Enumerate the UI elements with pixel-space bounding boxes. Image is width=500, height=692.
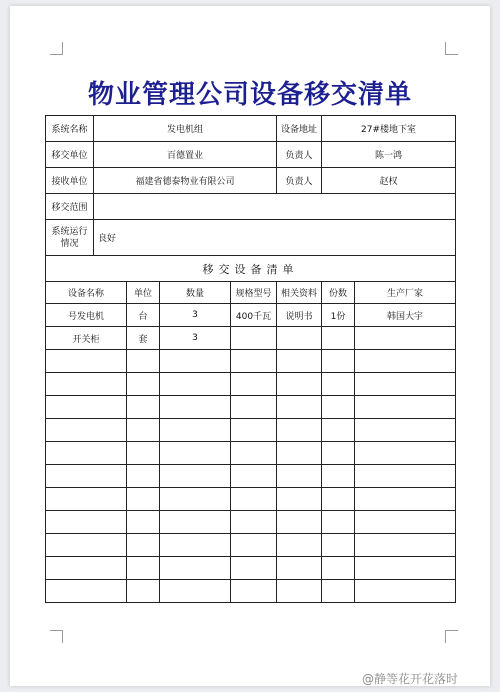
cell-manufacturer xyxy=(355,488,456,511)
receiver-label: 接收单位 xyxy=(46,168,94,194)
cell-model xyxy=(231,580,277,603)
cell-model xyxy=(231,465,277,488)
cell-unit xyxy=(127,557,160,580)
cell-unit xyxy=(127,419,160,442)
crop-mark-bottom-right xyxy=(445,630,458,643)
col-header-quantity: 数量 xyxy=(160,282,231,304)
watermark: @静等花开花落时 xyxy=(362,672,459,686)
cell-device-name xyxy=(46,350,127,373)
cell-quantity xyxy=(160,442,231,465)
table-row xyxy=(46,373,456,396)
cell-copies xyxy=(322,580,355,603)
cell-unit xyxy=(127,373,160,396)
cell-device-name: 开关柜 xyxy=(46,327,127,350)
cell-documents xyxy=(277,442,322,465)
section-title: 移交设备清单 xyxy=(46,256,456,282)
cell-documents xyxy=(277,419,322,442)
handover-unit-value: 百德置业 xyxy=(94,142,277,168)
table-row xyxy=(46,580,456,603)
cell-documents xyxy=(277,350,322,373)
cell-manufacturer xyxy=(355,557,456,580)
cell-documents xyxy=(277,488,322,511)
cell-model xyxy=(231,327,277,350)
person1-value: 陈一鸿 xyxy=(322,142,456,168)
cell-manufacturer xyxy=(355,442,456,465)
cell-device-name xyxy=(46,373,127,396)
cell-copies xyxy=(322,511,355,534)
cell-documents xyxy=(277,373,322,396)
table-row xyxy=(46,327,456,350)
table-row xyxy=(46,465,456,488)
cell-quantity xyxy=(160,488,231,511)
person2-label: 负责人 xyxy=(277,168,322,194)
cell-quantity xyxy=(160,419,231,442)
scope-label: 移交范围 xyxy=(46,194,94,220)
table-row xyxy=(46,304,456,327)
cell-documents xyxy=(277,396,322,419)
cell-quantity xyxy=(160,580,231,603)
cell-documents xyxy=(277,580,322,603)
cell-unit xyxy=(127,488,160,511)
equipment-rows xyxy=(46,304,456,603)
cell-manufacturer xyxy=(355,511,456,534)
cell-device-name xyxy=(46,511,127,534)
scope-value xyxy=(94,194,456,220)
cell-manufacturer xyxy=(355,396,456,419)
cell-unit xyxy=(127,442,160,465)
cell-model xyxy=(231,488,277,511)
col-header-documents: 相关资料 xyxy=(277,282,322,304)
receiver-value: 福建省德泰物业有限公司 xyxy=(94,168,277,194)
cell-device-name xyxy=(46,442,127,465)
cell-unit: 台 xyxy=(127,304,160,327)
cell-model xyxy=(231,557,277,580)
cell-quantity xyxy=(160,557,231,580)
cell-device-name xyxy=(46,465,127,488)
cell-model xyxy=(231,419,277,442)
cell-copies xyxy=(322,488,355,511)
cell-quantity xyxy=(160,465,231,488)
table-row xyxy=(46,396,456,419)
system-name-label: 系统名称 xyxy=(46,116,94,142)
person2-value: 赵权 xyxy=(322,168,456,194)
cell-model xyxy=(231,350,277,373)
cell-copies: 1份 xyxy=(322,304,355,327)
cell-manufacturer xyxy=(355,350,456,373)
system-name-value: 发电机组 xyxy=(94,116,277,142)
cell-documents xyxy=(277,511,322,534)
cell-copies xyxy=(322,327,355,350)
cell-unit xyxy=(127,465,160,488)
cell-device-name xyxy=(46,557,127,580)
location-value: 27#楼地下室 xyxy=(322,116,456,142)
cell-documents: 说明书 xyxy=(277,304,322,327)
cell-copies xyxy=(322,465,355,488)
cell-documents xyxy=(277,534,322,557)
cell-copies xyxy=(322,373,355,396)
cell-device-name: 号发电机 xyxy=(46,304,127,327)
table-row xyxy=(46,419,456,442)
cell-unit: 套 xyxy=(127,327,160,350)
cell-copies xyxy=(322,557,355,580)
handover-unit-label: 移交单位 xyxy=(46,142,94,168)
person1-label: 负责人 xyxy=(277,142,322,168)
cell-device-name xyxy=(46,488,127,511)
crop-mark-top-right xyxy=(445,42,458,55)
col-header-model: 规格型号 xyxy=(231,282,277,304)
status-label: 系统运行情况 xyxy=(46,220,94,256)
cell-quantity xyxy=(160,511,231,534)
table-row xyxy=(46,534,456,557)
cell-documents xyxy=(277,327,322,350)
cell-copies xyxy=(322,419,355,442)
cell-manufacturer xyxy=(355,534,456,557)
col-header-unit: 单位 xyxy=(127,282,160,304)
document-title: 物业管理公司设备移交清单 xyxy=(87,80,412,110)
table-row xyxy=(46,511,456,534)
cell-quantity xyxy=(160,396,231,419)
cell-copies xyxy=(322,534,355,557)
cell-quantity xyxy=(160,350,231,373)
cell-device-name xyxy=(46,396,127,419)
cell-quantity xyxy=(160,373,231,396)
cell-quantity: 3 xyxy=(160,304,231,327)
table-row xyxy=(46,488,456,511)
cell-unit xyxy=(127,580,160,603)
cell-unit xyxy=(127,396,160,419)
cell-manufacturer: 韩国大宇 xyxy=(355,304,456,327)
table-row xyxy=(46,557,456,580)
cell-model xyxy=(231,396,277,419)
cell-documents xyxy=(277,465,322,488)
column-header-row xyxy=(46,282,456,304)
cell-device-name xyxy=(46,419,127,442)
table-row xyxy=(46,350,456,373)
col-header-copies: 份数 xyxy=(322,282,355,304)
cell-copies xyxy=(322,442,355,465)
crop-mark-bottom-left xyxy=(50,630,63,643)
cell-device-name xyxy=(46,534,127,557)
cell-model xyxy=(231,511,277,534)
cell-unit xyxy=(127,350,160,373)
col-header-manufacturer: 生产厂家 xyxy=(355,282,456,304)
table-row xyxy=(46,442,456,465)
cell-manufacturer xyxy=(355,580,456,603)
cell-device-name xyxy=(46,580,127,603)
handover-table xyxy=(45,115,456,603)
cell-manufacturer xyxy=(355,373,456,396)
document-page xyxy=(10,6,490,686)
cell-quantity: 3 xyxy=(160,327,231,350)
cell-manufacturer xyxy=(355,419,456,442)
cell-model xyxy=(231,442,277,465)
cell-manufacturer xyxy=(355,465,456,488)
cell-copies xyxy=(322,350,355,373)
status-value: 良好 xyxy=(94,220,456,256)
cell-unit xyxy=(127,511,160,534)
crop-mark-top-left xyxy=(50,42,63,55)
cell-model xyxy=(231,373,277,396)
cell-model xyxy=(231,534,277,557)
cell-quantity xyxy=(160,534,231,557)
location-label: 设备地址 xyxy=(277,116,322,142)
cell-copies xyxy=(322,396,355,419)
cell-unit xyxy=(127,534,160,557)
cell-model: 400千瓦 xyxy=(231,304,277,327)
cell-documents xyxy=(277,557,322,580)
cell-manufacturer xyxy=(355,327,456,350)
col-header-device-name: 设备名称 xyxy=(46,282,127,304)
